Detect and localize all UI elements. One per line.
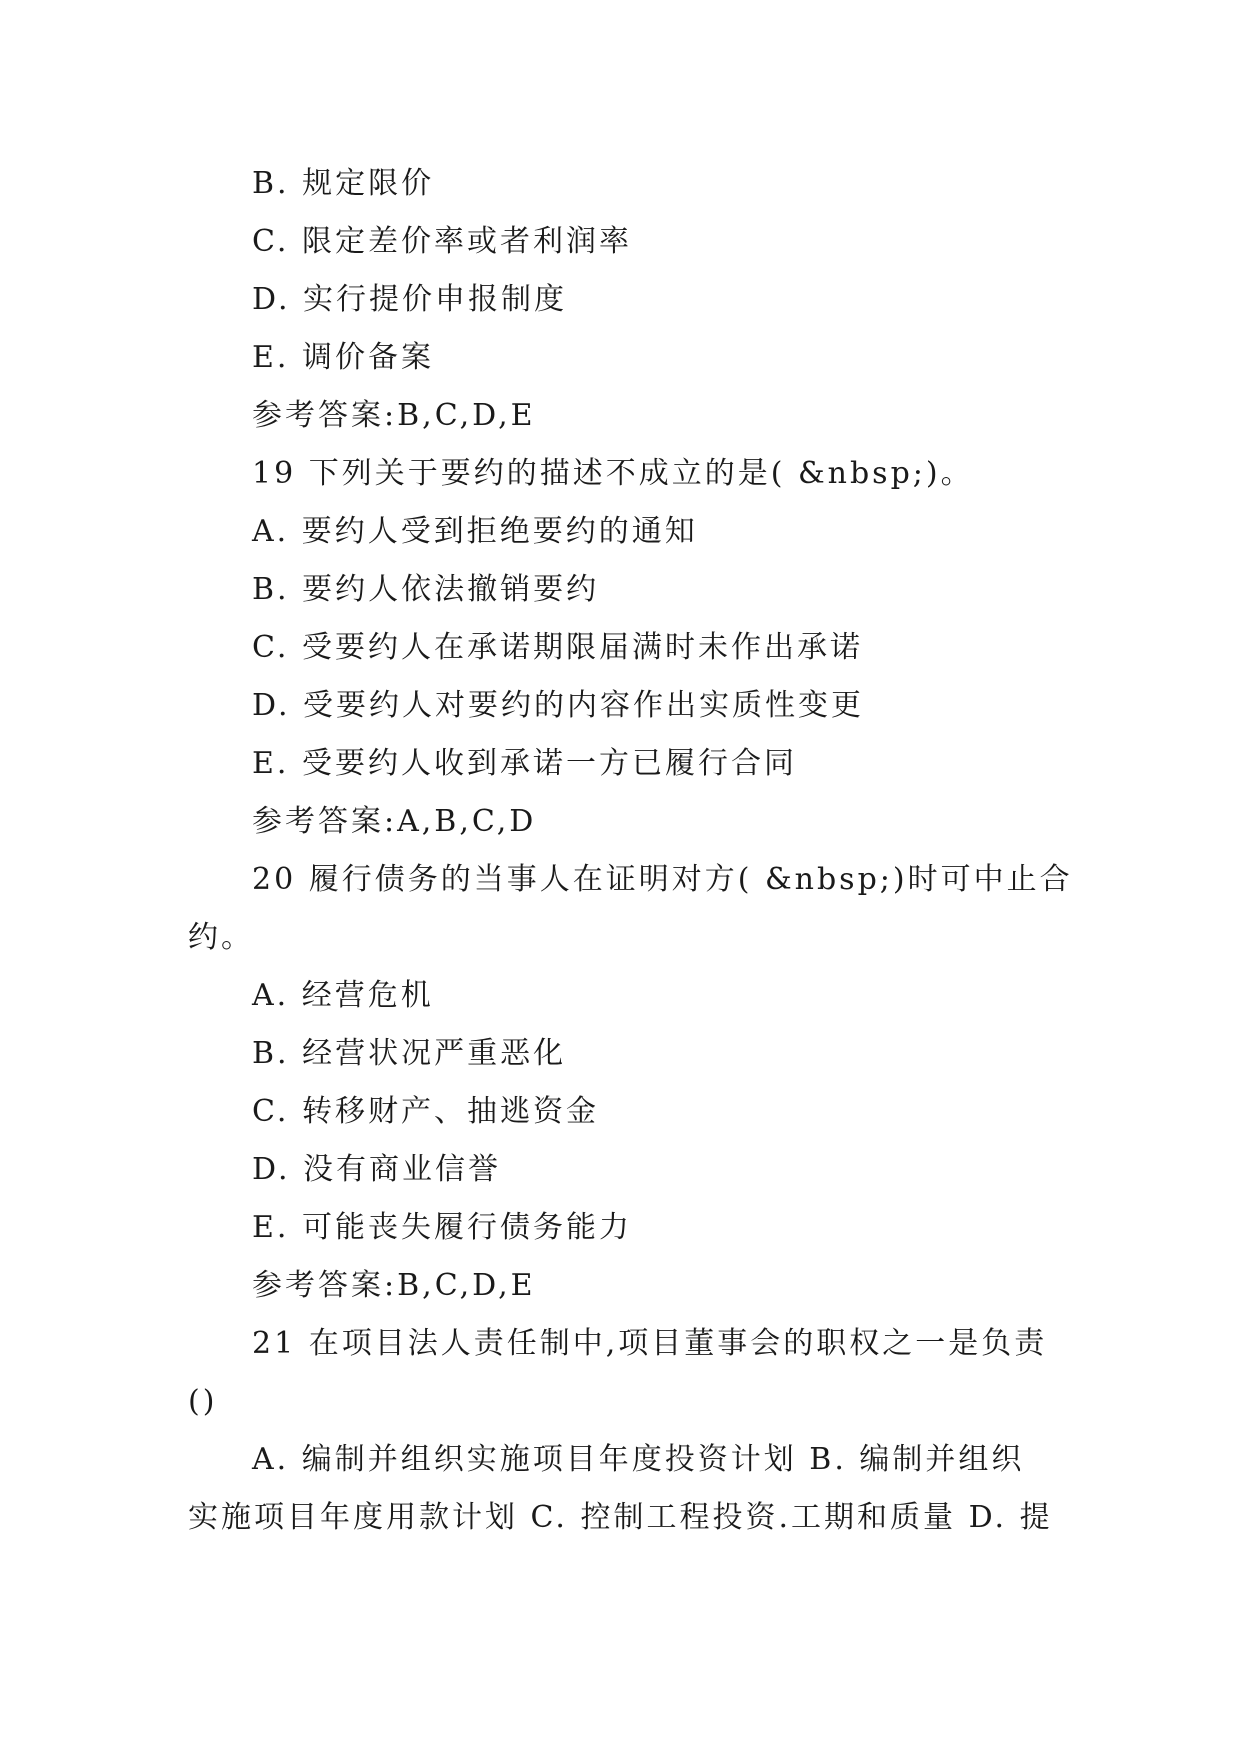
question-line: 19 下列关于要约的描述不成立的是( &nbsp;)。 [252,456,974,491]
question-line: 20 履行债务的当事人在证明对方( &nbsp;)时可中止合 [252,862,1073,897]
option-line: C. 限定差价率或者利润率 [252,224,632,259]
question-line: 21 在项目法人责任制中,项目董事会的职权之一是负责 [252,1326,1048,1361]
option-line: C. 受要约人在承诺期限届满时未作出承诺 [252,630,863,665]
answer-line: 参考答案:B,C,D,E [252,398,536,433]
question-line: 约。 [188,920,254,955]
option-line: B. 规定限价 [252,166,435,201]
option-line: E. 调价备案 [252,340,434,375]
answer-line: 参考答案:A,B,C,D [252,804,537,839]
option-line: C. 转移财产、抽逃资金 [252,1094,599,1129]
option-line: B. 要约人依法撤销要约 [252,572,600,607]
option-line: A. 经营危机 [252,978,434,1013]
option-line: A. 要约人受到拒绝要约的通知 [252,514,698,549]
option-line: A. 编制并组织实施项目年度投资计划 B. 编制并组织 [252,1442,1025,1477]
option-line: D. 没有商业信誉 [252,1152,502,1187]
option-line: B. 经营状况严重恶化 [252,1036,567,1071]
option-line: 实施项目年度用款计划 C. 控制工程投资.工期和质量 D. 提 [188,1500,1053,1535]
option-line: D. 受要约人对要约的内容作出实质性变更 [252,688,865,723]
option-line: D. 实行提价申报制度 [252,282,568,317]
question-line: () [188,1384,218,1419]
answer-line: 参考答案:B,C,D,E [252,1268,536,1303]
option-line: E. 可能丧失履行债务能力 [252,1210,632,1245]
option-line: E. 受要约人收到承诺一方已履行合同 [252,746,797,781]
